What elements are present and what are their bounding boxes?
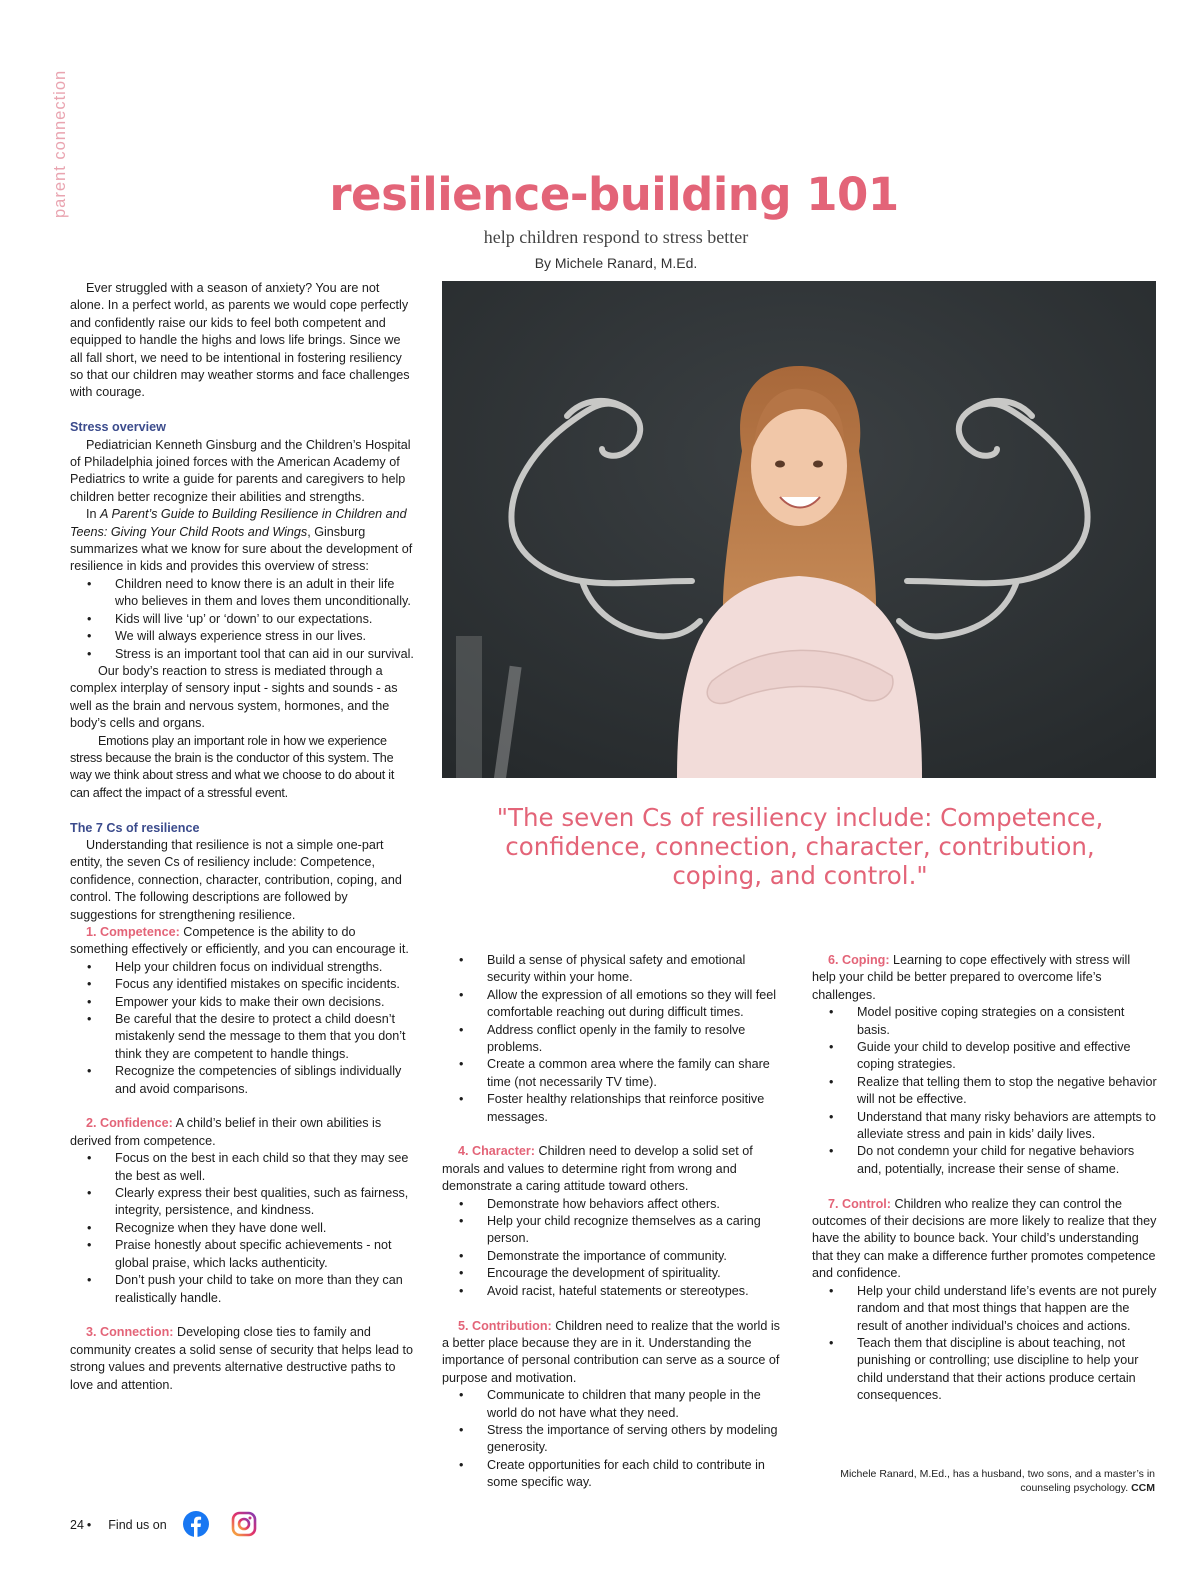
sevencs-heading: The 7 Cs of resilience [70, 820, 200, 835]
connection-paragraph [70, 1324, 415, 1394]
stress-p2-rest: , Ginsburg summarizes what we know for sure about the development of resilience in kids and provides this overview of stress: [70, 524, 413, 574]
list-item: • Empower your kids to make their own decisions. [70, 994, 415, 1011]
footer-bullet: • [86, 1518, 92, 1532]
pull-quote: "The seven Cs of resiliency include: Competence, confidence, connection, character, contribution, coping, and control." [496, 803, 1104, 890]
list-item: • Address conflict openly in the family to resolve problems. [442, 1022, 785, 1057]
list-item: • Teach them that discipline is about teaching, not punishing or controlling; use discipline to help your child understand that their actions produce certain consequences. [812, 1335, 1157, 1405]
list-item: • Recognize when they have done well. [70, 1220, 415, 1237]
character-label: 4. Character: [458, 1144, 535, 1159]
coping-paragraph [812, 952, 1157, 1004]
list-item: • We will always experience stress in our lives. [70, 628, 415, 645]
stress-paragraph-4: Emotions play an important role in how we experience stress because the brain is the conductor of this system. The way we think about stress and what we choose to do about it can affect the impact of a stressful event. [70, 733, 395, 800]
contribution-label: 5. Contribution: [458, 1318, 552, 1333]
control-paragraph [812, 1196, 1157, 1283]
facebook-icon[interactable] [183, 1511, 209, 1540]
character-text: Children need to develop a solid set of morals and values to determine right from wrong and demonstrate a caring attitude toward others. [442, 1144, 753, 1194]
author-bio [812, 1467, 1155, 1495]
list-item: • Focus any identified mistakes on specific incidents. [70, 976, 415, 993]
sevencs-paragraph: Understanding that resilience is not a simple one-part entity, the seven Cs of resiliency include: Competence, confidence, connection, character, contribution, coping, and control. The following descriptions are followed by suggestions for strengthening resilience. [70, 837, 402, 922]
list-item: • Create a common area where the family can share time (not necessarily TV time). [442, 1056, 785, 1091]
list-item: • Avoid racist, hateful statements or stereotypes. [442, 1283, 785, 1300]
connection-bullets [442, 952, 785, 1126]
stress-paragraph-3: Our body’s reaction to stress is mediated through a complex interplay of sensory input - sights and sounds - as well as the brain and nervous system, hormones, and the body’s cells and organs. [70, 663, 398, 731]
character-bullets [442, 1196, 785, 1300]
find-us-label: Find us on [108, 1518, 167, 1532]
book-title: A Parent’s Guide to Building Resilience in Children and Teens: Giving Your Child Roots and Wings [70, 507, 407, 539]
connection-label: 3. Connection: [86, 1325, 174, 1340]
coping-text: Learning to cope effectively with stress will help your child be better prepared to overcome life’s challenges. [812, 953, 1131, 1002]
byline: By Michele Ranard, M.Ed. [534, 255, 698, 271]
control-text: Children who realize they can control the outcomes of their decisions are more likely to realize that they have the ability to bounce back. Your child’s understanding that they can make a difference further promotes competence and confidence. [812, 1196, 1157, 1281]
page-footer [70, 1513, 257, 1537]
list-item: • Build a sense of physical safety and emotional security within your home. [442, 952, 785, 987]
list-item: • Focus on the best in each child so that they may see the best as well. [70, 1150, 415, 1185]
list-item: • Praise honestly about specific achievements - not global praise, which lacks authenticity. [70, 1237, 415, 1272]
article-subtitle: help children respond to stress better [483, 227, 749, 247]
coping-bullets [812, 1004, 1157, 1178]
list-item: • Help your child recognize themselves as a caring person. [442, 1213, 785, 1248]
stress-bullets [70, 576, 415, 663]
contribution-paragraph [442, 1318, 785, 1388]
competence-text: Competence is the ability to do something effectively or efficiently, and you can encourage it. [70, 925, 409, 957]
article-title: resilience-building 101 [329, 168, 899, 221]
connection-text: Developing close ties to family and community creates a solid sense of security that helps lead to strong values and prevents alternative destructive paths to love and attention. [70, 1325, 414, 1392]
left-column [70, 280, 415, 1394]
list-item: • Model positive coping strategies on a consistent basis. [812, 1004, 1157, 1039]
list-item: • Be careful that the desire to protect a child doesn’t mistakenly send the message to them that you don’t think they are competent to handle things. [70, 1011, 415, 1063]
bio-text: Michele Ranard, M.Ed., has a husband, two sons, and a master’s in counseling psychology. [840, 1468, 1155, 1494]
list-item: • Kids will live ‘up’ or ‘down’ to our expectations. [70, 611, 415, 628]
intro-paragraph: Ever struggled with a season of anxiety? You are not alone. In a perfect world, as parents we would cope perfectly and confidently raise our kids to feel both competent and equipped to handle the highs and lows life brings. Since we all fall short, we need to be intentional in fostering resiliency so that our children may weather storms and face challenges with courage. [70, 281, 410, 400]
confidence-label: 2. Confidence: [86, 1116, 173, 1131]
list-item: • Demonstrate how behaviors affect others. [442, 1196, 785, 1213]
list-item: • Don’t push your child to take on more than they can realistically handle. [70, 1272, 415, 1307]
list-item: • Foster healthy relationships that reinforce positive messages. [442, 1091, 785, 1126]
confidence-paragraph [70, 1115, 415, 1150]
end-mark: CCM [1131, 1482, 1155, 1494]
list-item: • Stress is an important tool that can aid in our survival. [70, 646, 415, 663]
list-item: • Create opportunities for each child to contribute in some specific way. [442, 1457, 785, 1492]
list-item: • Encourage the development of spirituality. [442, 1265, 785, 1282]
list-item: • Realize that telling them to stop the negative behavior will not be effective. [812, 1074, 1157, 1109]
competence-bullets [70, 959, 415, 1098]
competence-label: 1. Competence: [86, 925, 180, 939]
confidence-bullets [70, 1150, 415, 1307]
stress-paragraph-1: Pediatrician Kenneth Ginsburg and the Children’s Hospital of Philadelphia joined forces with the American Academy of Pediatrics to write a guide for parents and caregivers to help children better recognize their abilities and strengths. [70, 437, 411, 504]
coping-label: 6. Coping: [828, 953, 890, 967]
list-item: • Communicate to children that many people in the world do not have what they need. [442, 1387, 785, 1422]
hero-photo [442, 281, 1156, 778]
competence-paragraph [70, 924, 415, 959]
middle-column [442, 952, 785, 1492]
list-item: • Children need to know there is an adult in their life who believes in them and loves them unconditionally. [70, 576, 415, 611]
list-item: • Help your children focus on individual strengths. [70, 959, 415, 976]
contribution-text: Children need to realize that the world is a better place because they are in it. Understanding the importance of personal contribution can serve as a source of purpose and motivation. [442, 1318, 780, 1385]
control-bullets [812, 1283, 1157, 1405]
stress-heading: Stress overview [70, 420, 166, 435]
list-item: • Understand that many risky behaviors are attempts to alleviate stress and pain in kids’ daily lives. [812, 1109, 1157, 1144]
list-item: • Demonstrate the importance of community. [442, 1248, 785, 1265]
list-item: • Guide your child to develop positive and effective coping strategies. [812, 1039, 1157, 1074]
character-paragraph [442, 1143, 785, 1195]
contribution-bullets [442, 1387, 785, 1491]
list-item: • Do not condemn your child for negative behaviors and, potentially, increase their sense of shame. [812, 1143, 1157, 1178]
confidence-text: A child’s belief in their own abilities is derived from competence. [70, 1116, 382, 1148]
stress-paragraph-2 [70, 506, 415, 576]
instagram-icon[interactable] [231, 1511, 257, 1540]
section-tag-text: parent connection [51, 69, 69, 218]
page-number: 24 [70, 1518, 84, 1532]
list-item: • Clearly express their best qualities, such as fairness, integrity, persistence, and kindness. [70, 1185, 415, 1220]
list-item: • Help your child understand life’s events are not purely random and that most things that happen are the result of another individual’s choices and actions. [812, 1283, 1157, 1335]
list-item: • Allow the expression of all emotions so they will feel comfortable reaching out during difficult times. [442, 987, 785, 1022]
right-column [812, 952, 1157, 1405]
list-item: • Stress the importance of serving others by modeling generosity. [442, 1422, 785, 1457]
list-item: • Recognize the competencies of siblings individually and avoid comparisons. [70, 1063, 415, 1098]
control-label: 7. Control: [828, 1196, 891, 1211]
stress-p2-lead: In [86, 507, 101, 522]
